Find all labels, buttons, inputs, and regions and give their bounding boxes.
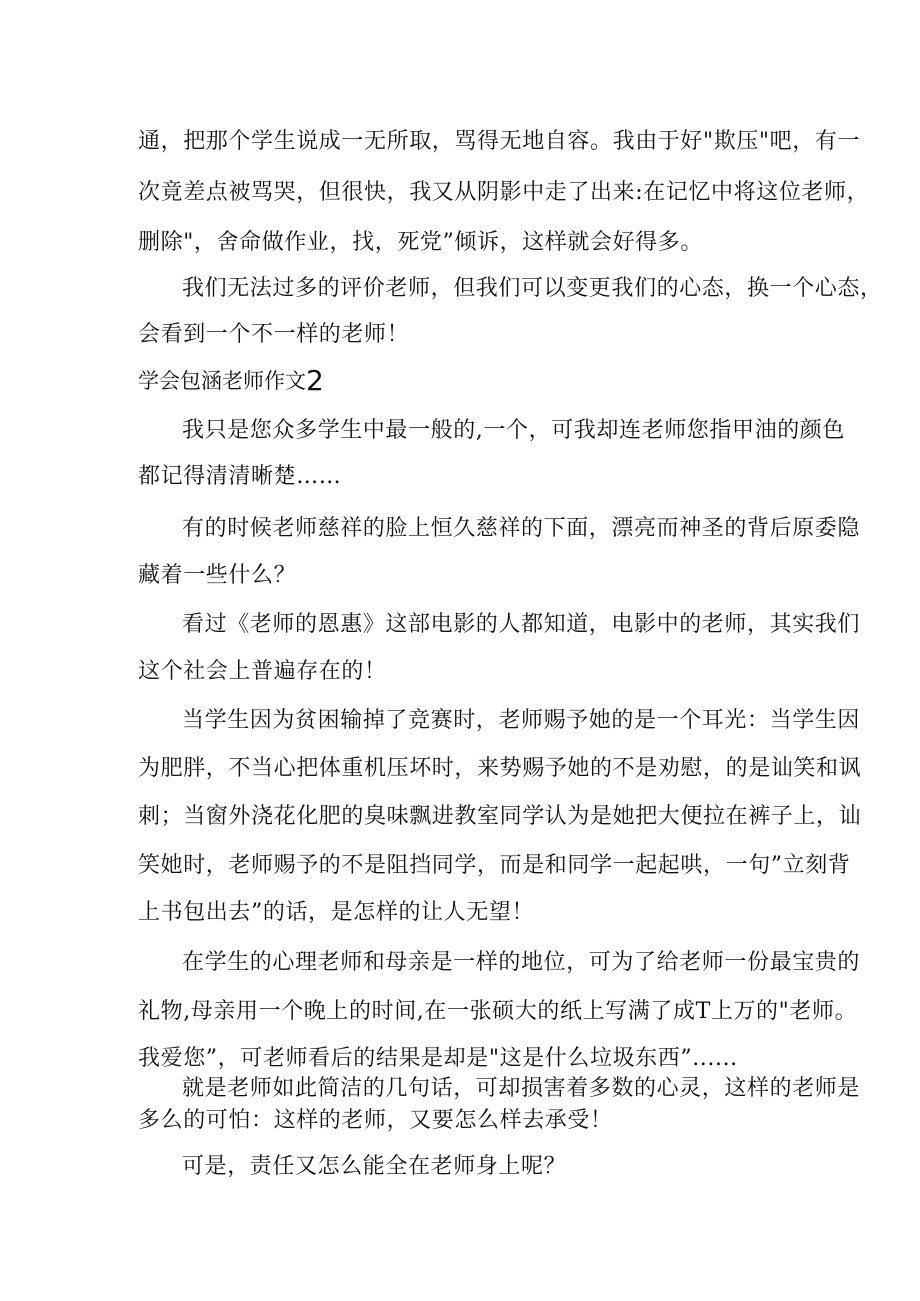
paragraph-line: 会看到一个不一样的老师！ [138,322,410,347]
paragraph-line: 通，把那个学生说成一无所取，骂得无地自容。我由于好"欺压"吧，有一 [138,129,861,154]
paragraph-line: 藏着一些什么？ [138,563,297,588]
paragraph-line: 就是老师如此简洁的几句话，可却损害着多数的心灵，这样的老师是 [182,1076,861,1101]
paragraph-line: 刺；当窗外浇花化肥的臭味飘进教室同学认为是她把大便拉在裤子上，讪 [138,804,862,829]
paragraph-line: 在学生的心理老师和母亲是一样的地位，可为了给老师一份最宝贵的 [182,950,861,975]
paragraph-line: 我爱您”，可老师看后的结果是却是"这是什么垃圾东西”...... [138,1046,738,1071]
section-heading [138,366,788,396]
paragraph-line: 删除"，舍命做作业，找，死党”倾诉，这样就会好得多。 [138,230,703,255]
paragraph-line: 多么的可怕：这样的老师，又要怎么样去承受！ [138,1108,613,1133]
paragraph-line: 有的时候老师慈祥的脸上恒久慈祥的下面，漂亮而神圣的背后原委隐 [182,516,861,541]
paragraph-line: 可是，责任又怎么能全在老师身上呢？ [182,1154,567,1179]
paragraph-line: 当学生因为贫困输掉了竞赛时，老师赐予她的是一个耳光：当学生因 [182,708,861,733]
heading-text: 学会包涵老师作文 [138,369,306,393]
paragraph-line: 我们无法过多的评价老师，但我们可以变更我们的心态，换一个心态， [182,276,883,301]
paragraph-line: 上书包出去”的话，是怎样的让人无望！ [138,900,535,925]
paragraph-line: 次竟差点被骂哭，但很快，我又从阴影中走了出来:在记忆中将这位老师， [138,180,870,205]
paragraph-line: 我只是您众多学生中最一般的,一个，可我却连老师您指甲油的颜色 [182,418,845,443]
heading-number: 2 [306,364,324,397]
paragraph-line: 礼物,母亲用一个晚上的时间,在一张硕大的纸上写满了成T上万的"老师。 [138,999,858,1024]
paragraph-line: 都记得清清晰楚…… [138,464,342,489]
paragraph-line: 笑她时，老师赐予的不是阻挡同学，而是和同学一起起哄，一句”立刻背 [138,853,851,878]
paragraph-line: 这个社会上普遍存在的！ [138,659,387,684]
paragraph-line: 为肥胖，不当心把体重机压坏时，来势赐予她的不是劝慰，的是讪笑和讽 [138,756,862,781]
paragraph-line: 看过《老师的恩惠》这部电影的人都知道，电影中的老师，其实我们 [182,612,861,637]
